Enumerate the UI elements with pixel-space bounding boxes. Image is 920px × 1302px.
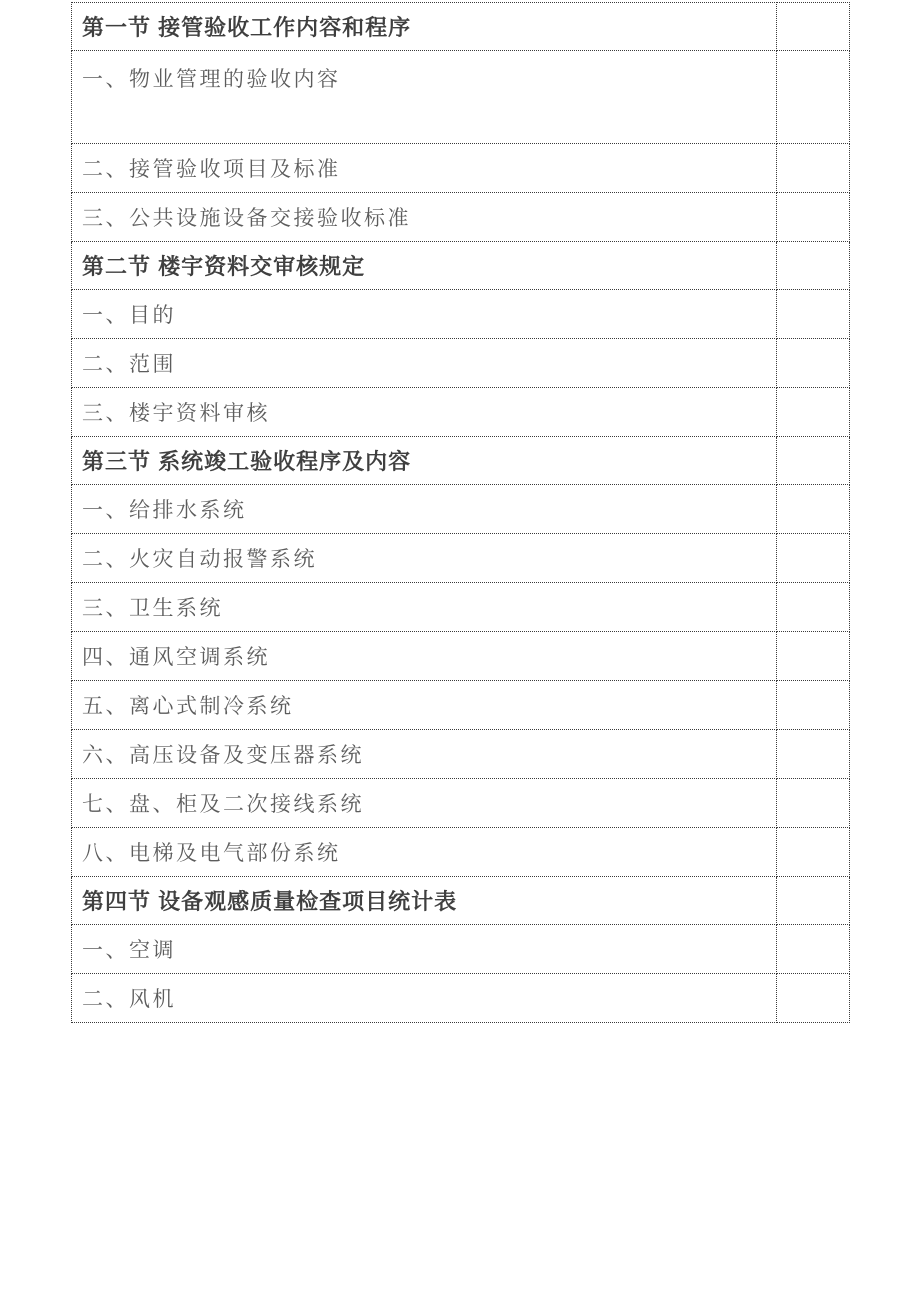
section-title: 第一节 接管验收工作内容和程序 <box>72 3 777 51</box>
page-ref-cell <box>777 925 850 974</box>
toc-entry: 一、给排水系统 <box>72 485 777 534</box>
toc-entry: 三、公共设施设备交接验收标准 <box>72 193 777 242</box>
page-ref-cell <box>777 437 850 485</box>
page-ref-cell <box>777 3 850 51</box>
toc-row-item <box>72 290 850 339</box>
section-title: 第四节 设备观感质量检查项目统计表 <box>72 877 777 925</box>
toc-entry: 六、高压设备及变压器系统 <box>72 730 777 779</box>
toc-entry: 四、通风空调系统 <box>72 632 777 681</box>
page-ref-cell <box>777 534 850 583</box>
toc-entry: 二、范围 <box>72 339 777 388</box>
toc-row-item <box>72 144 850 193</box>
page-ref-cell <box>777 877 850 925</box>
toc-row-item <box>72 730 850 779</box>
toc-row-section <box>72 437 850 485</box>
toc-row-section <box>72 877 850 925</box>
toc-row-item <box>72 339 850 388</box>
toc-row-item <box>72 583 850 632</box>
section-title: 第三节 系统竣工验收程序及内容 <box>72 437 777 485</box>
toc-row-section <box>72 3 850 51</box>
toc-entry: 七、盘、柜及二次接线系统 <box>72 779 777 828</box>
toc-row-item <box>72 51 850 144</box>
toc-entry: 二、风机 <box>72 974 777 1023</box>
toc-row-item <box>72 779 850 828</box>
toc-row-item <box>72 388 850 437</box>
page-ref-cell <box>777 388 850 437</box>
page-ref-cell <box>777 242 850 290</box>
toc-entry: 三、卫生系统 <box>72 583 777 632</box>
toc-row-item <box>72 632 850 681</box>
page-ref-cell <box>777 632 850 681</box>
toc-entry: 二、火灾自动报警系统 <box>72 534 777 583</box>
page-ref-cell <box>777 144 850 193</box>
toc-entry: 八、电梯及电气部份系统 <box>72 828 777 877</box>
page-ref-cell <box>777 583 850 632</box>
toc-entry: 一、空调 <box>72 925 777 974</box>
page-ref-cell <box>777 290 850 339</box>
page-ref-cell <box>777 730 850 779</box>
page-ref-cell <box>777 681 850 730</box>
toc-row-item <box>72 828 850 877</box>
toc-row-section <box>72 242 850 290</box>
toc-row-item <box>72 193 850 242</box>
section-title: 第二节 楼宇资料交审核规定 <box>72 242 777 290</box>
toc-entry: 一、目的 <box>72 290 777 339</box>
page-ref-cell <box>777 339 850 388</box>
page-ref-cell <box>777 193 850 242</box>
toc-row-item <box>72 681 850 730</box>
toc-row-item <box>72 485 850 534</box>
toc-entry: 二、接管验收项目及标准 <box>72 144 777 193</box>
page-ref-cell <box>777 974 850 1023</box>
page-ref-cell <box>777 779 850 828</box>
toc-row-item <box>72 925 850 974</box>
toc-table <box>71 2 850 1023</box>
toc-row-item <box>72 534 850 583</box>
toc-entry: 五、离心式制冷系统 <box>72 681 777 730</box>
toc-row-item <box>72 974 850 1023</box>
page-ref-cell <box>777 828 850 877</box>
page-ref-cell <box>777 51 850 144</box>
toc-entry: 一、物业管理的验收内容 <box>72 51 777 144</box>
toc-entry: 三、楼宇资料审核 <box>72 388 777 437</box>
page-ref-cell <box>777 485 850 534</box>
